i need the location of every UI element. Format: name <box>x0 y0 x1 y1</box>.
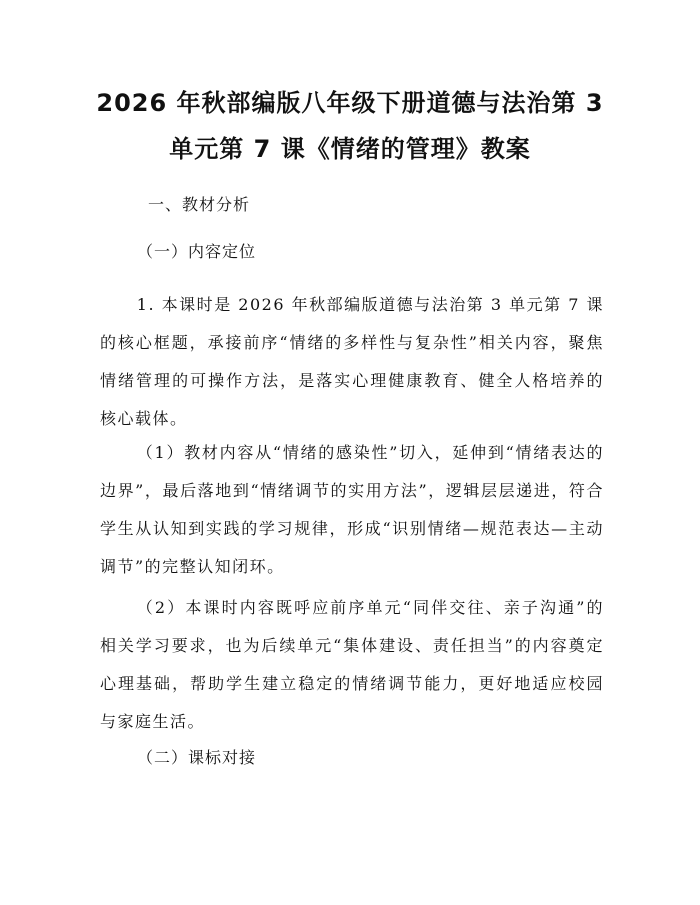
subsection-heading-curriculum-standards: （二）课标对接 <box>137 748 257 767</box>
paragraph-lesson-overview: 1. 本课时是 2026 年秋部编版道德与法治第 3 单元第 7 课的核心框题，承接前序“情绪的多样性与复杂性”相关内容，聚焦情绪管理的可操作方法，是落实心理健康教育、健全人格培养的核心载体。 <box>100 295 604 428</box>
paragraph-content-logic: （1）教材内容从“情绪的感染性”切入，延伸到“情绪表达的边界”，最后落地到“情绪调节的实用方法”，逻辑层层递进，符合学生从认知到实践的学习规律，形成“识别情绪—规范表达—主动调节”的完整认知闭环。 <box>100 443 604 576</box>
document-title-line-1: 2026 年秋部编版八年级下册道德与法治第 3 <box>96 89 604 117</box>
paragraph-unit-connection: （2）本课时内容既呼应前序单元“同伴交往、亲子沟通”的相关学习要求，也为后续单元“集体建设、责任担当”的内容奠定心理基础，帮助学生建立稳定的情绪调节能力，更好地适应校园与家庭生活。 <box>100 598 604 731</box>
section-heading-teaching-material-analysis: 一、教材分析 <box>148 195 251 214</box>
document-title-line-2: 单元第 7 课《情绪的管理》教案 <box>169 135 531 163</box>
subsection-heading-content-positioning: （一）内容定位 <box>137 242 257 261</box>
